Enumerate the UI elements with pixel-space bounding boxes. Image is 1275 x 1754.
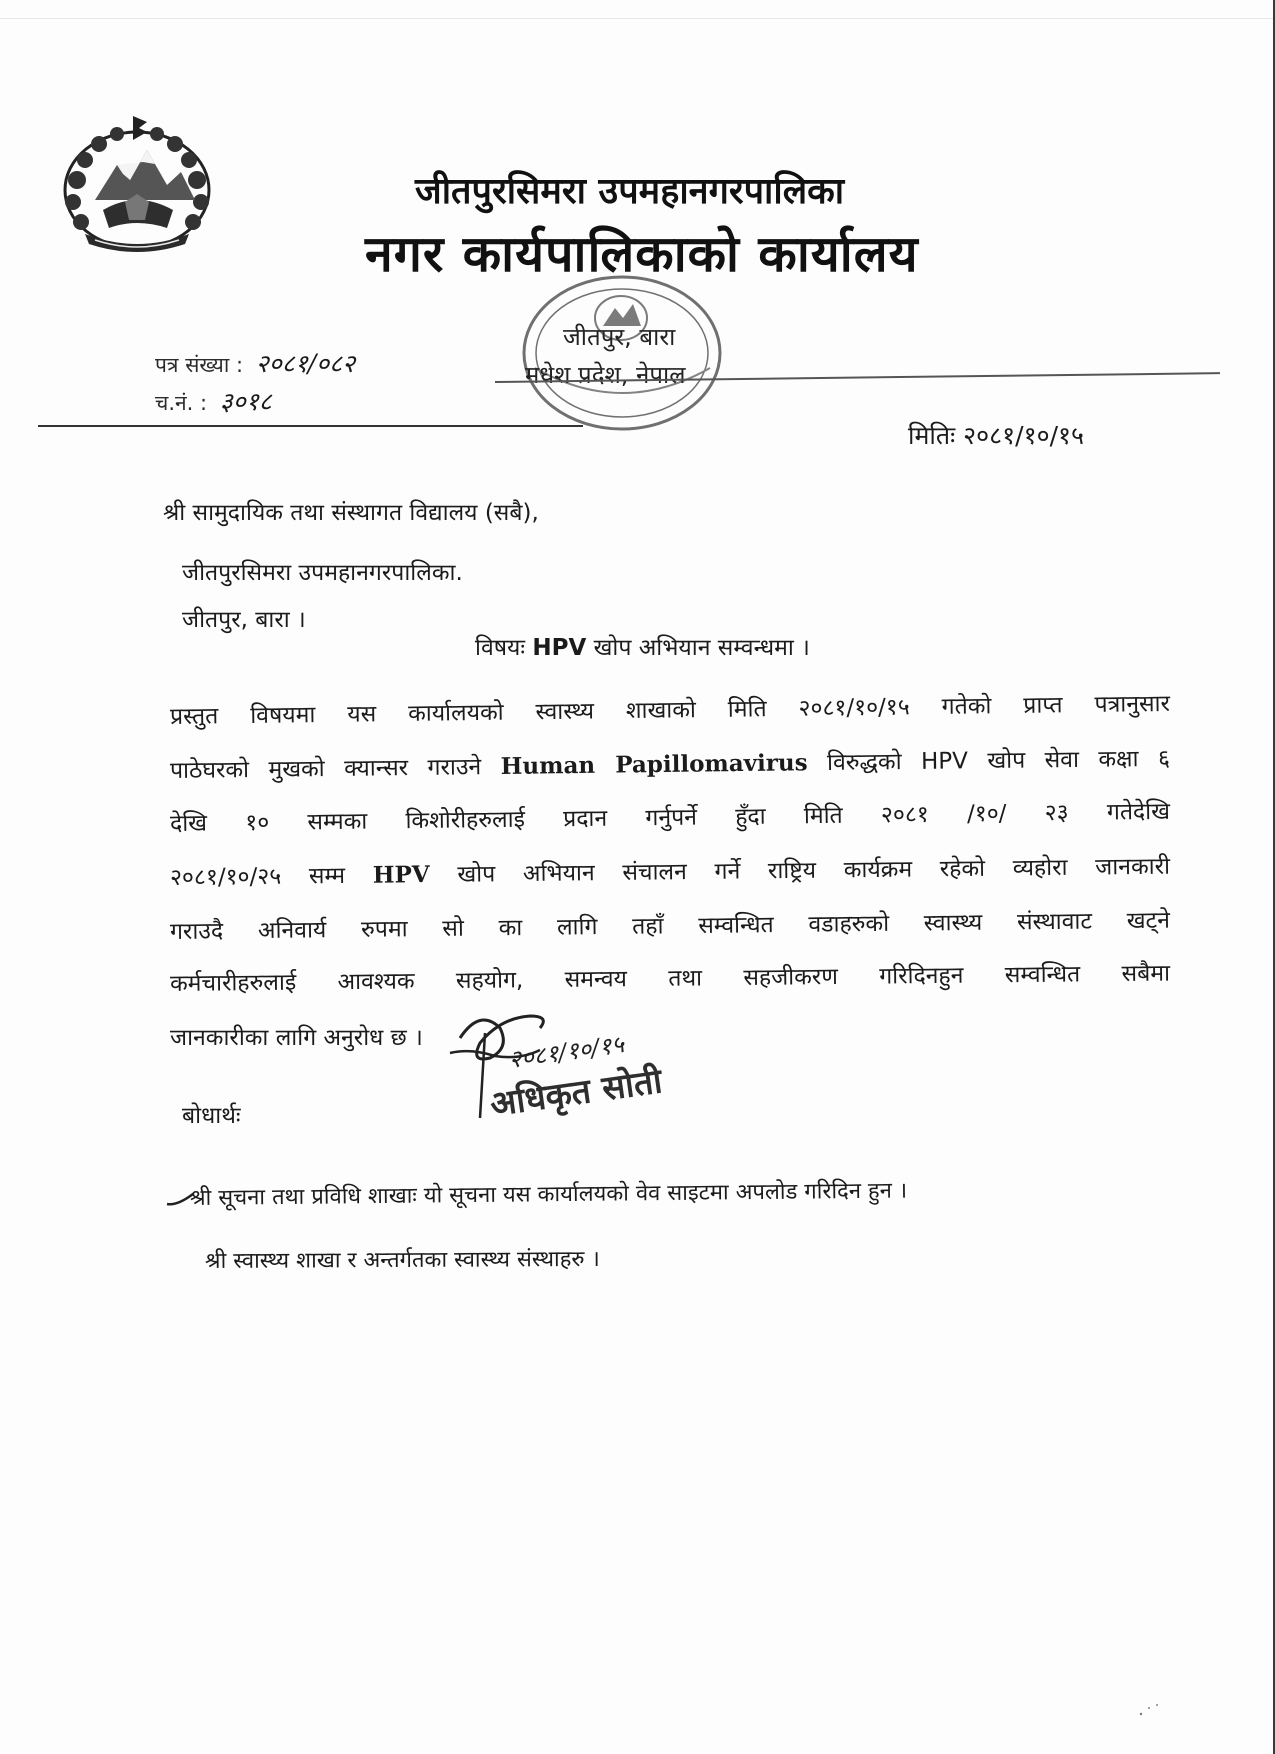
body-line-5: गराउदै अनिवार्य रुपमा सो का लागि तहाँ सम्वन्धित वडाहरुको स्वास्थ्य संस्थावाट खट्ने (169, 907, 1171, 945)
header-rule-main (38, 425, 583, 427)
cc-item-1: श्री सूचना तथा प्रविधि शाखाः यो सूचना यस कार्यालयको वेव साइटमा अपलोड गरिदिन हुन । (189, 1178, 908, 1211)
body-line-4-c: खोप अभियान संचालन गर्ने राष्ट्रिय कार्यक्रम रहेको व्यहोरा जानकारी (457, 853, 1171, 888)
subject-prefix: विषयः (475, 635, 526, 661)
address-province: मधेश प्रदेश, नेपाल (525, 361, 686, 389)
subject-suffix: खोप अभियान सम्वन्धमा । (593, 635, 810, 661)
cc-title: बोधार्थः (182, 1103, 241, 1129)
body-line-1: प्रस्तुत विषयमा यस कार्यालयको स्वास्थ्य शाखाको मिति २०८१/१०/१५ गतेको प्राप्त पत्रानुसार (169, 690, 1171, 730)
body-line-2 (170, 741, 1170, 785)
dispatch-number-label: च.नं. : (155, 391, 208, 415)
body-line-4 (170, 849, 1170, 892)
letter-number-row (155, 346, 355, 380)
signature (440, 998, 700, 1126)
body-line-2-c: विरुद्धको HPV खोप सेवा कक्षा ६ (826, 745, 1171, 776)
dispatch-number-value: ३०१८ (219, 387, 272, 416)
subject-highlight: HPV (532, 635, 587, 661)
dispatch-number-row (155, 384, 272, 418)
nepal-emblem-icon (55, 110, 220, 255)
letter-date: मितिः २०८१/१०/१५ (908, 421, 1084, 450)
svg-text:अधिकृत सोती: अधिकृत सोती (487, 1061, 665, 1125)
subject-line (475, 630, 810, 662)
scan-top-edge (0, 18, 1275, 19)
body-line-2-virus: Human Papillomavirus (500, 749, 808, 780)
body-line-2-a: पाठेघरको मुखको क्यान्सर गराउने (169, 754, 482, 784)
svg-text:२०८१/१०/१५: २०८१/१०/१५ (506, 1030, 626, 1074)
office-title: नगर कार्यपालिकाको कार्यालय (365, 225, 919, 283)
body-line-4-a: २०८१/१०/२५ सम्म (169, 863, 346, 891)
body-line-4-hpv: HPV (372, 861, 430, 889)
official-stamp (515, 268, 730, 438)
body-line-6: कर्मचारीहरुलाई आवश्यक सहयोग, समन्वय तथा सहजीकरण गरिदिनहुन सम्वन्धित सबैमा (169, 960, 1171, 997)
address-city: जीतपुर, बारा (563, 323, 676, 351)
body-line-7: जानकारीका लागि अनुरोध छ । (170, 1025, 423, 1051)
scan-speck (1135, 1700, 1165, 1720)
letter-number-label: पत्र संख्या : (155, 353, 244, 377)
body-line-3: देखि १० सम्मका किशोरीहरुलाई प्रदान गर्नुपर्ने हुँदा मिति २०८१ /१०/ २३ गतेदेखि (169, 798, 1171, 837)
municipality-name: जीतपुरसिमरा उपमहानगरपालिका (415, 171, 845, 212)
recipient-line-1: श्री सामुदायिक तथा संस्थागत विद्यालय (सबै), (163, 500, 539, 526)
recipient-line-2: जीतपुरसिमरा उपमहानगरपालिका. (182, 560, 463, 586)
letter-number-value: २०८१/०८२ (255, 349, 356, 378)
recipient-line-3: जीतपुर, बारा । (182, 607, 306, 633)
cc-item-2: श्री स्वास्थ्य शाखा र अन्तर्गतका स्वास्थ्य संस्थाहरु । (204, 1246, 600, 1274)
